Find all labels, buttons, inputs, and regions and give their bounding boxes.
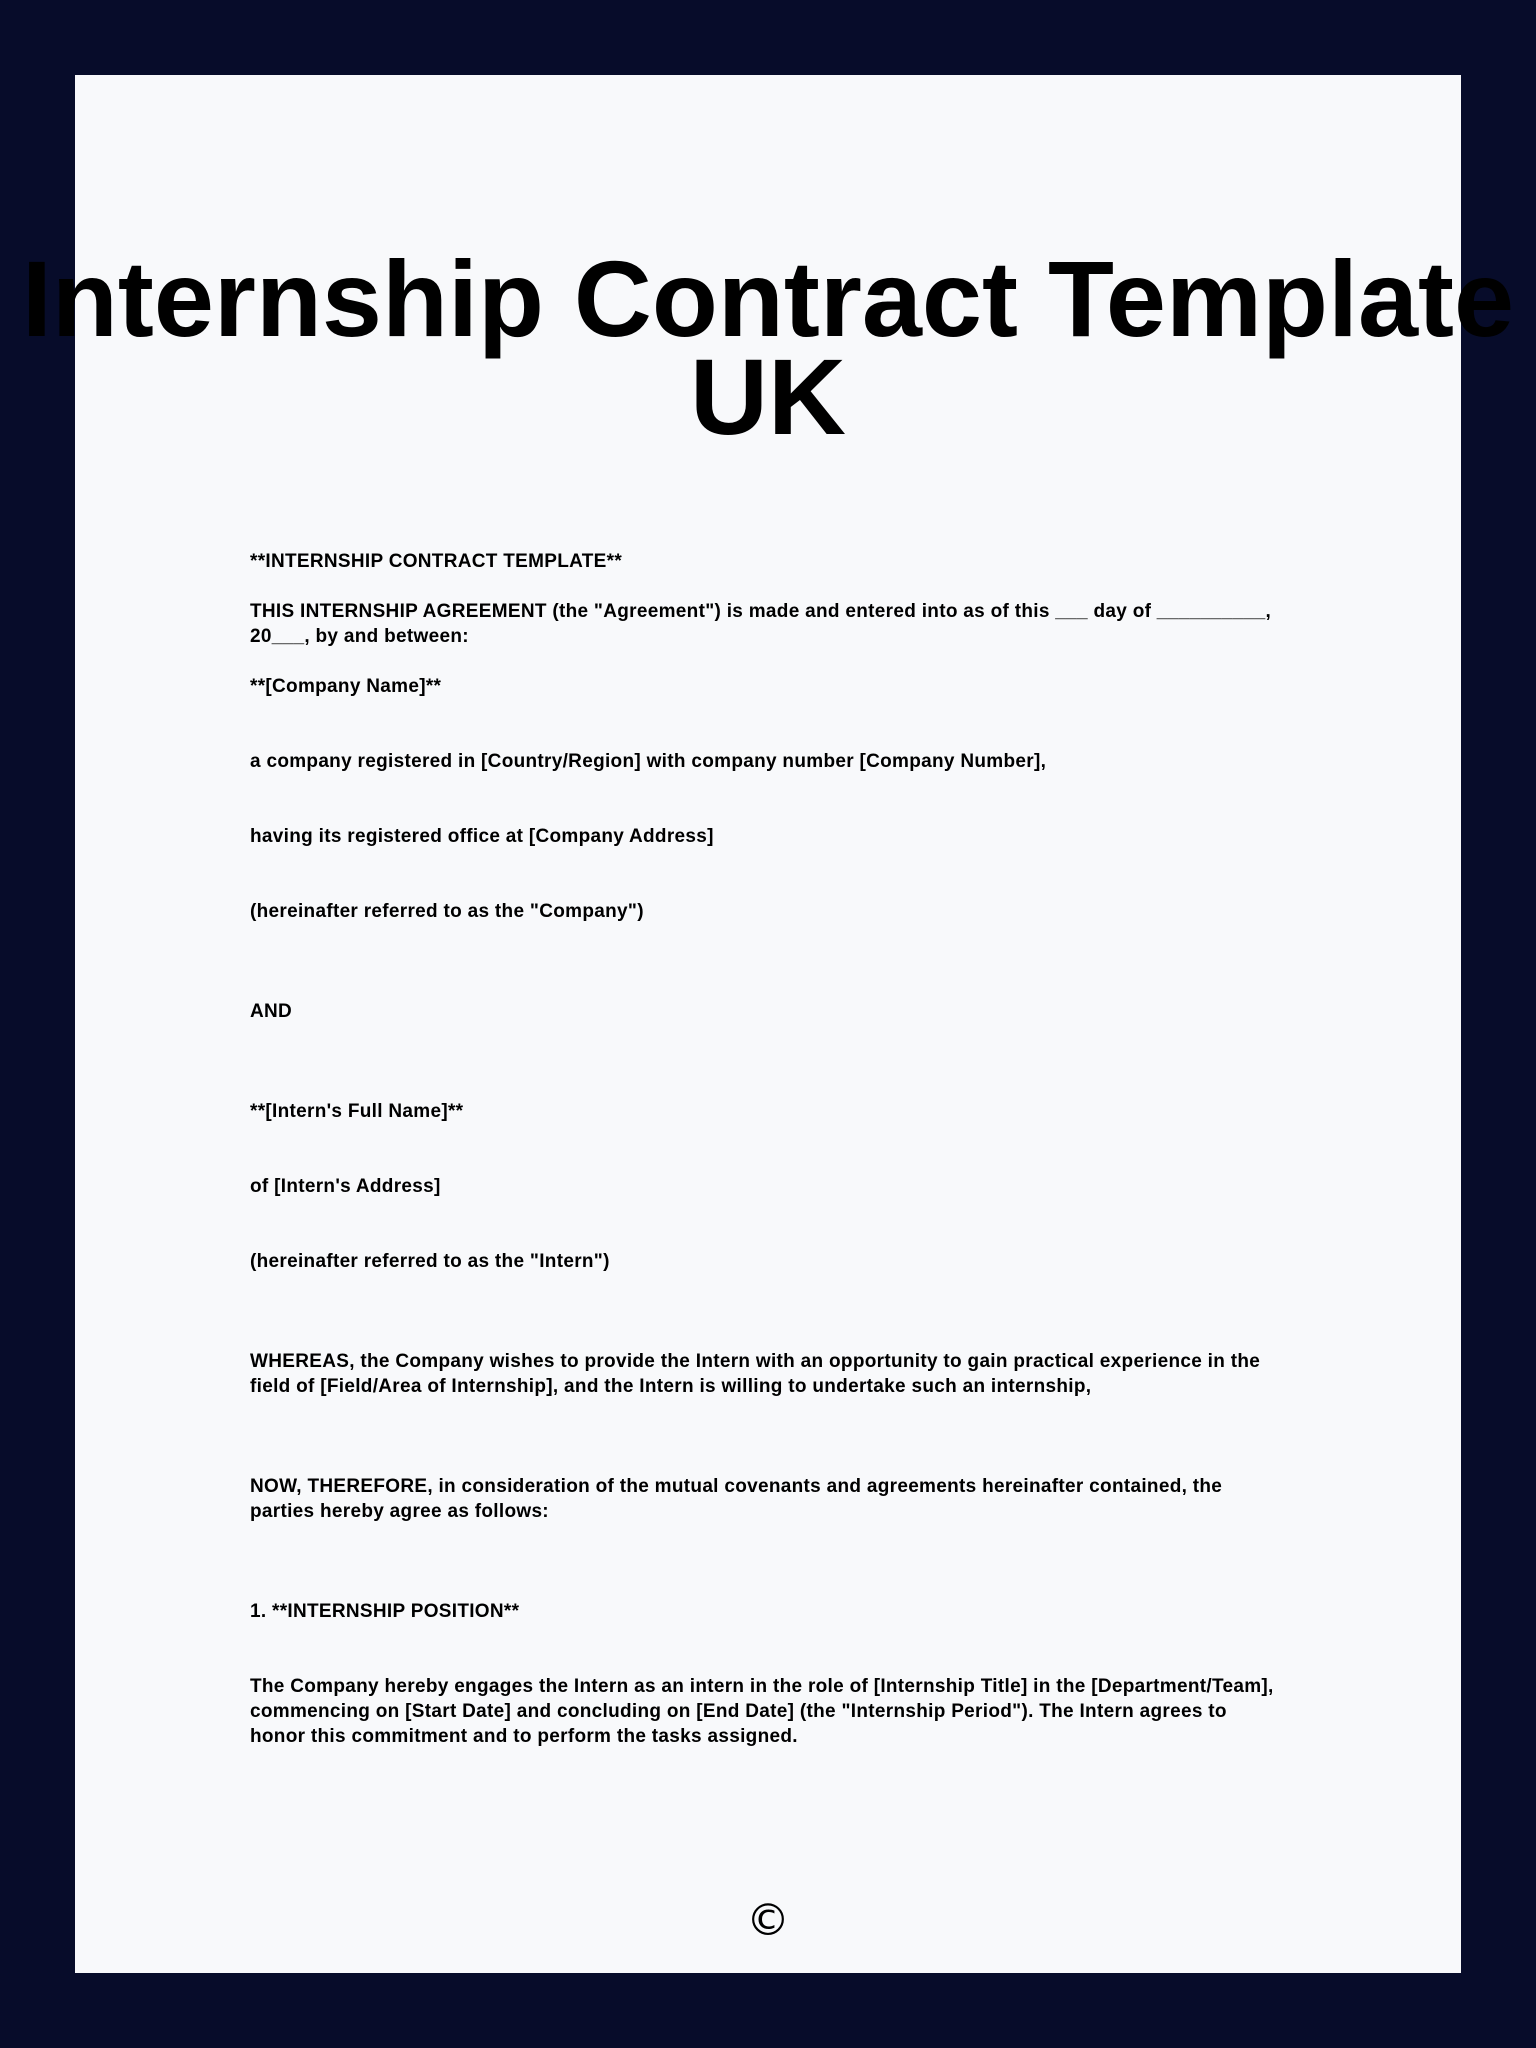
- therefore-clause: NOW, THEREFORE, in consideration of the mutual covenants and agreements hereinafter contained, the parties hereby agree as follows:: [250, 1476, 1223, 1522]
- document-page: [21, 75, 1515, 1973]
- company-registration: a company registered in [Country/Region] with company number [Company Number],: [250, 751, 1047, 772]
- intern-address: of [Intern's Address]: [250, 1176, 441, 1197]
- section-1-heading: 1. **INTERNSHIP POSITION**: [250, 1601, 520, 1622]
- contract-heading: **INTERNSHIP CONTRACT TEMPLATE**: [250, 551, 623, 572]
- title-line-2: UK: [690, 336, 846, 457]
- intern-name: **[Intern's Full Name]**: [250, 1101, 464, 1122]
- section-1-body: The Company hereby engages the Intern as an intern in the role of [Internship Title] in the [Department/Team], commencing on [Start Date] and concluding on [End Date] (the "Internship Period"). The Intern agrees to honor this commitment and to perform the tasks assigned.: [250, 1676, 1274, 1747]
- whereas-clause: WHEREAS, the Company wishes to provide the Intern with an opportunity to gain practical experience in the field of [Field/Area of Internship], and the Intern is willing to undertake such an internship,: [250, 1351, 1261, 1397]
- intern-reference: (hereinafter referred to as the "Intern"): [250, 1251, 610, 1272]
- title-line-1: Internship Contract Template: [21, 238, 1515, 359]
- company-reference: (hereinafter referred to as the "Company"): [250, 901, 644, 922]
- company-name: **[Company Name]**: [250, 676, 442, 697]
- document-title: [0, 238, 1536, 457]
- company-office: having its registered office at [Company Address]: [250, 826, 714, 847]
- and-separator: AND: [250, 1001, 293, 1022]
- agreement-intro: THIS INTERNSHIP AGREEMENT (the "Agreement") is made and entered into as of this ___ day of __________, 20___, by and between:: [250, 601, 1272, 647]
- copyright-icon: ©: [746, 1895, 790, 1946]
